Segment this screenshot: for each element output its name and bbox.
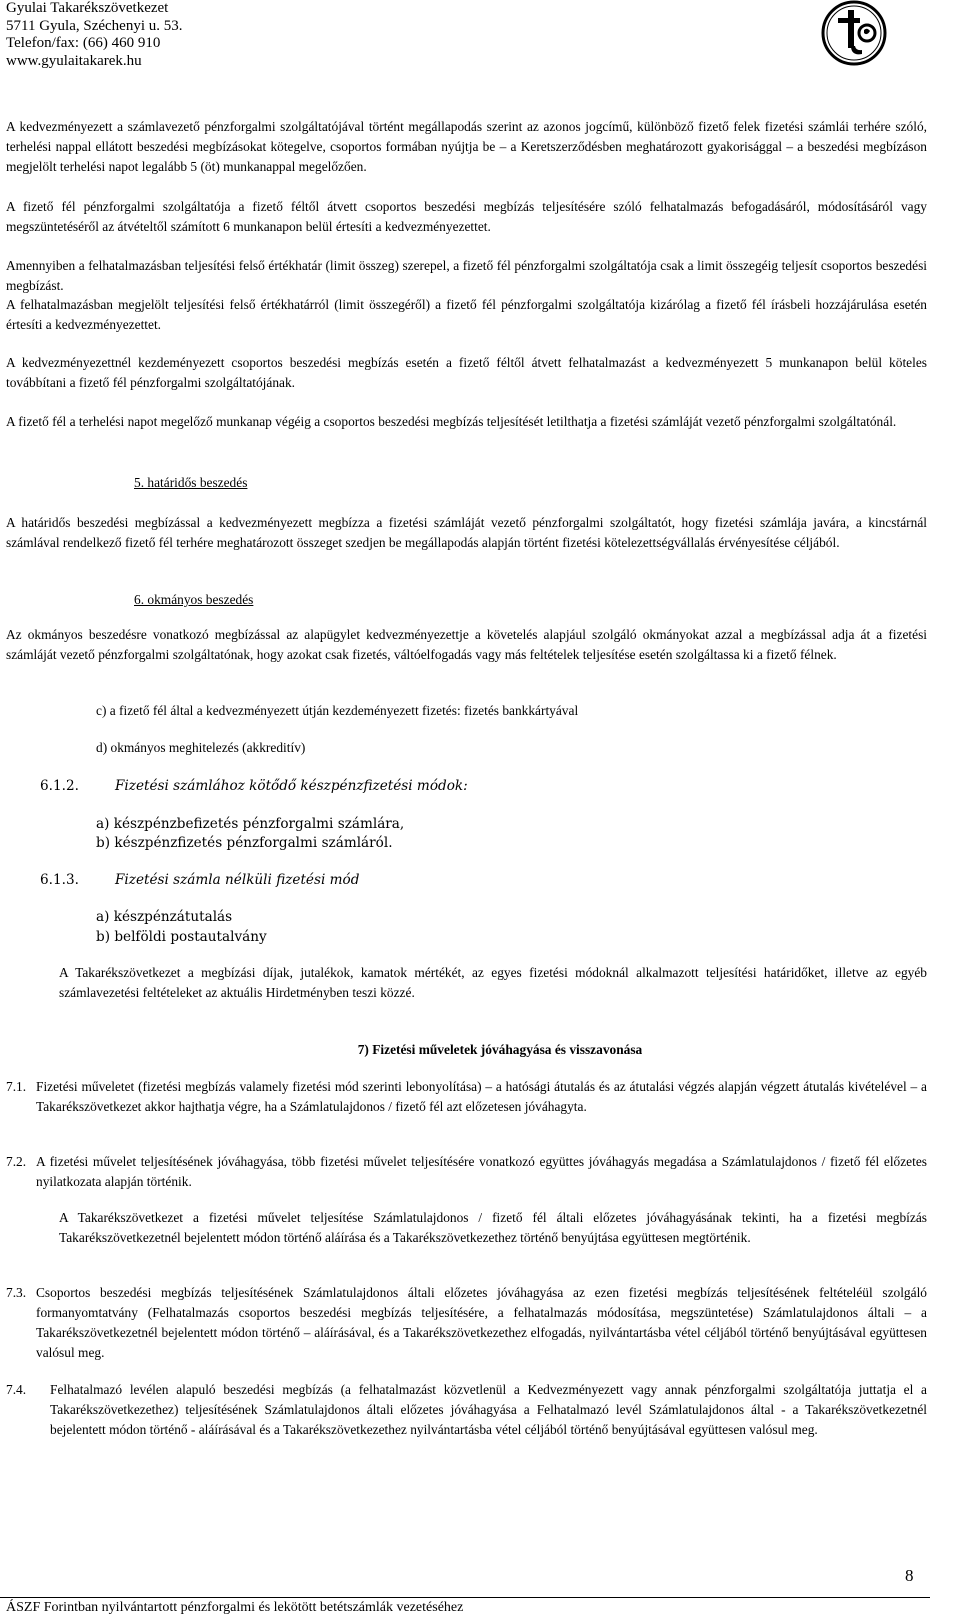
paragraph: A kedvezményezett a számlavezető pénzforgalmi szolgáltatójával történt megállapodás szerint az azonos jogcímű, különböző fizető felek fizetési számlái terhére szóló, terhelési nappal ellátott beszedési megbízásokat kötegelve, csoportos formában nyújtja be – a Keretszerződésben meghatározott gyakorisággal – a beszedési megbízáson megjelölt terhelési napot legalább 5 (öt) munkanappal megelőzően. (6, 119, 927, 174)
numbered-paragraph (36, 1077, 927, 1117)
list-item: c) a fizető fél által a kedvezményezett útján kezdeményezett fizetés: fizetés bankkártyával (96, 703, 579, 718)
org-phone: Telefon/fax: (66) 460 910 (6, 35, 161, 51)
section-number: 6.1.3. (40, 872, 79, 888)
takarek-logo-icon (820, 0, 888, 66)
paragraph: A felhatalmazásban megjelölt teljesítési felső értékhatárról (limit összegéről) a fizető fél pénzforgalmi szolgáltatója kizárólag a fizető fél írásbeli hozzájárulása esetén értesíti a kedvezményezettet. (6, 297, 927, 332)
item-number: 7.4. (6, 1382, 27, 1397)
list-item: b) készpénzfizetés pénzforgalmi számláról. (96, 835, 393, 851)
item-number: 7.3. (6, 1285, 27, 1300)
list-item: a) készpénzátutalás (96, 909, 233, 925)
org-name: Gyulai Takarékszövetkezet (6, 0, 169, 16)
section-heading-7: 7) Fizetési műveletek jóváhagyása és visszavonása (357, 1042, 643, 1057)
footer-text: ÁSZF Forintban nyilvántartott pénzforgalmi és lekötött betétszámlák vezetéséhez (6, 1600, 464, 1615)
list-item: d) okmányos meghitelezés (akkreditív) (96, 740, 306, 755)
subsection-title: Fizetési számlához kötődő készpénzfizetési módok: (115, 778, 468, 794)
org-address: 5711 Gyula, Széchenyi u. 53. (6, 17, 183, 34)
item-number: 7.2. (6, 1154, 27, 1169)
paragraph: A Takarékszövetkezet a fizetési művelet teljesítése Számlatulajdonos / fizető fél általi előzetes jóváhagyásának tekinti, ha a fizetési megbízás Takarékszövetkezetnél bejelentett módon történő aláírása és a Takarékszövetkezethez történő benyújtása együttesen megtörténik. (59, 1210, 927, 1245)
page-number: 8 (905, 1566, 914, 1585)
section-number: 6.1.2. (40, 778, 79, 794)
numbered-paragraph: Csoportos beszedési megbízás teljesítésének Számlatulajdonos általi előzetes jóváhagyása az ezen fizetési megbízás teljesítésének feltételéül szolgáló formanyomtatvány (Felhatalmazás csoportos beszedési megbízás teljesítésére, a felhatalmazás módosítása, megszüntetése) Számlatulajdonos általi – a Takarékszövetkezetnél bejelentett módon történő – aláírásával, és a Takarékszövetkezethez elfogadás, nyilvántartásba vétel céljából történő benyújtásával együttesen valósul meg. (36, 1285, 927, 1360)
paragraph: A Takarékszövetkezet a megbízási díjak, jutalékok, kamatok mértékét, az egyes fizetési módoknál alkalmazott teljesítési határidőket, illetve az egyéb számlavezetési feltételeket az aktuális Hirdetményben teszi közzé. (59, 965, 927, 1000)
list-item: a) készpénzbefizetés pénzforgalmi számlára, (96, 816, 405, 832)
numbered-paragraph: Felhatalmazó levélen alapuló beszedési megbízás (a felhatalmazást közvetlenül a Kedvezményezett vagy annak pénzforgalmi szolgáltatója juttatja el a Takarékszövetkezethez) teljesítésének Számlatulajdonos általi előzetes jóváhagyása a Felhatalmazó levél Számlatulajdonos által - a Takarékszövetkezetnél bejelentett módon történő - aláírásával és a Takarékszövetkezethez nyilvántartásba vétel céljából történő benyújtásával együttesen valósul meg. (50, 1382, 927, 1437)
section-heading-6: 6. okmányos beszedés (134, 592, 254, 607)
paragraph: A fizető fél a terhelési napot megelőző munkanap végéig a csoportos beszedési megbízás teljesítését letilthatja a fizetési számláját vezető pénzforgalmi szolgáltatónál. (6, 414, 897, 429)
section-heading-5: 5. határidős beszedés (134, 475, 248, 490)
numbered-paragraph: A fizetési művelet teljesítésének jóváhagyása, több fizetési művelet teljesítésére vonatkozó együttes jóváhagyás megadása a Számlatulajdonos / fizető fél előzetes nyilatkozata alapján történik. (36, 1154, 927, 1189)
paragraph: Amennyiben a felhatalmazásban teljesítési felső értékhatár (limit összeg) szerepel, a fizető fél pénzforgalmi szolgáltatója csak a limit összegéig teljesít csoportos beszedési megbízást. (6, 258, 927, 293)
paragraph: A fizető fél pénzforgalmi szolgáltatója a fizető féltől átvett csoportos beszedési megbízás teljesítésére szóló felhatalmazás befogadásáról, módosításáról vagy megszüntetéséről az átvételtől számított 6 munkanapon belül értesíti a kedvezményezettet. (6, 199, 927, 234)
org-website: www.gyulaitakarek.hu (6, 52, 142, 69)
item-number: 7.1. (6, 1079, 27, 1094)
subsection-title: Fizetési számla nélküli fizetési mód (115, 872, 360, 888)
numbered-paragraph-text: Fizetési műveletet (fizetési megbízás valamely fizetési mód szerinti lebonyolítása) – a hatósági átutalás és az átutalási végzés alapján végzett átutalás kivételével – a Takarékszövetkezet akkor hajthatja végre, ha a Számlatulajdonos / fizető fél azt előzetesen jóváhagyta. (36, 1079, 927, 1114)
list-item: b) belföldi postautalvány (96, 929, 267, 945)
letterhead (6, 0, 183, 70)
paragraph: A határidős beszedési megbízással a kedvezményezett megbízza a fizetési számláját vezető pénzforgalmi szolgáltatót, hogy fizetési számlája javára, a kincstárnál számlával rendelkező fizető fél terhére meghatározott összeget szedjen be megállapodás alapján történt fizetési kötelezettségvállalás érvényesítése céljából. (6, 515, 927, 550)
footer-divider (0, 1597, 930, 1598)
paragraph: Az okmányos beszedésre vonatkozó megbízással az alapügylet kedvezményezettje a követelés alapjául szolgáló okmányokat azzal a megbízással adja át a fizetési számláját vezető pénzforgalmi szolgáltatónak, hogy azokat csak fizetés, váltóelfogadás vagy más feltételek teljesítése esetén szolgáltassa ki a fizető félnek. (6, 627, 927, 662)
paragraph: A kedvezményezettnél kezdeményezett csoportos beszedési megbízás esetén a fizető féltől átvett felhatalmazást a kedvezményezett 5 munkanapon belül köteles továbbítani a fizető fél pénzforgalmi szolgáltatójának. (6, 355, 927, 390)
